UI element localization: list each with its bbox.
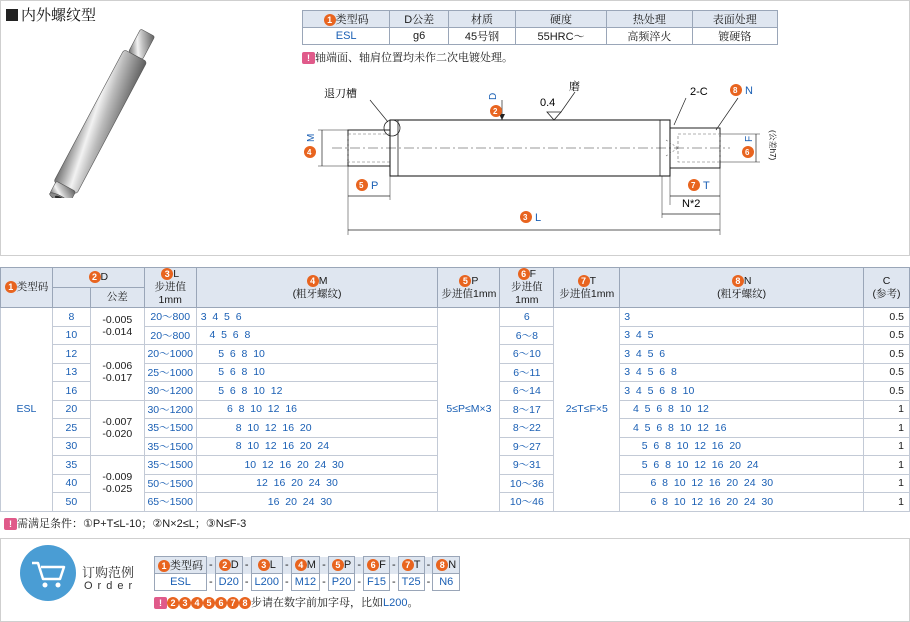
f-cell: 6～11 (500, 363, 554, 382)
order-table (154, 556, 460, 591)
badge-1: 1 (324, 14, 336, 26)
table-row (1, 308, 910, 327)
top-note: ! 轴端面、轴肩位置均未作二次电镀处理。 (302, 49, 513, 65)
separator: - (320, 557, 329, 574)
order-value-M: M12 (291, 574, 319, 591)
condition-note: ! 需满足条件：①P+T≤L-10；②N×2≤L；③N≤F-3 (4, 515, 246, 531)
l-cell: 20～1000 (144, 345, 196, 364)
svg-text:2: 2 (493, 107, 498, 116)
m-cell: 5 6 8 10 (196, 345, 438, 364)
separator: - (207, 574, 216, 591)
f-cell: 6～8 (500, 326, 554, 345)
t-range-cell: 2≤T≤F×5 (554, 308, 620, 512)
separator: - (283, 557, 292, 574)
m-cell: 8 10 12 16 20 (196, 419, 438, 438)
f-cell: 6～14 (500, 382, 554, 401)
l-cell: 35～1500 (144, 419, 196, 438)
c-cell: 0.5 (864, 345, 910, 364)
tolerance-cell: -0.009 -0.025 (90, 456, 144, 512)
svg-text:L: L (535, 212, 542, 224)
badge-3: 3 (179, 597, 191, 609)
d-cell: 30 (52, 437, 90, 456)
order-value-类型码: ESL (155, 574, 207, 591)
d-cell: 40 (52, 474, 90, 493)
separator: - (242, 557, 251, 574)
separator: - (242, 574, 251, 591)
warning-icon: ! (154, 597, 167, 609)
l-cell: 30～1200 (144, 382, 196, 401)
f-cell: 10～36 (500, 474, 554, 493)
d-cell: 13 (52, 363, 90, 382)
d-cell: 12 (52, 345, 90, 364)
tolerance-cell: -0.005 -0.014 (90, 308, 144, 345)
n-cell: 3 4 5 6 8 10 (620, 382, 864, 401)
order-header-类型码: 1 类型码 (155, 557, 207, 574)
technical-drawing (290, 70, 780, 245)
header-d: 2 D (52, 268, 144, 288)
c-cell: 0.5 (864, 308, 910, 327)
m-cell: 10 12 16 20 24 30 (196, 456, 438, 475)
f-cell: 8～22 (500, 419, 554, 438)
m-cell: 5 6 8 10 12 (196, 382, 438, 401)
c-cell: 1 (864, 474, 910, 493)
m-cell: 3 4 5 6 (196, 308, 438, 327)
l-cell: 35～1500 (144, 456, 196, 475)
spec-value-heat: 高频淬火 (607, 28, 692, 45)
separator: - (320, 574, 329, 591)
svg-text:3: 3 (523, 213, 528, 222)
type-code-cell: ESL (1, 308, 53, 512)
order-header-T: 7 T (398, 557, 424, 574)
svg-text:M: M (306, 133, 317, 142)
order-header-P: 5 P (328, 557, 355, 574)
badge-sequence (167, 597, 251, 609)
d-cell: 35 (52, 456, 90, 475)
badge-5: 5 (203, 597, 215, 609)
shopping-cart-icon (20, 545, 76, 601)
svg-text:6: 6 (745, 148, 750, 157)
separator: - (355, 574, 364, 591)
spec-header-surface: 表面处理 (692, 11, 777, 28)
d-cell: 50 (52, 493, 90, 512)
l-cell: 25～1000 (144, 363, 196, 382)
order-value-D: D20 (215, 574, 242, 591)
separator: - (283, 574, 292, 591)
spec-value-type: ESL (303, 28, 390, 45)
c-cell: 0.5 (864, 326, 910, 345)
order-header-D: 2 D (215, 557, 242, 574)
n-cell: 4 5 6 8 10 12 16 (620, 419, 864, 438)
grind-label: 磨 (569, 81, 580, 93)
dimension-table (0, 267, 910, 512)
order-value-P: P20 (328, 574, 355, 591)
n-cell: 5 6 8 10 12 16 20 (620, 437, 864, 456)
spec-table (302, 10, 778, 45)
l-cell: 35～1500 (144, 437, 196, 456)
svg-text:F: F (744, 135, 755, 142)
spec-header-type: 1 类型码 (303, 11, 390, 28)
order-value-L: L200 (251, 574, 282, 591)
separator: - (389, 574, 398, 591)
spec-header-material: 材质 (449, 11, 516, 28)
header-tolerance: 公差 (90, 288, 144, 308)
m-cell: 16 20 24 30 (196, 493, 438, 512)
spec-header-d-tol: D公差 (390, 11, 449, 28)
svg-text:5: 5 (359, 181, 364, 190)
n-cell: 3 4 5 6 (620, 345, 864, 364)
separator: - (424, 557, 433, 574)
c-cell: 0.5 (864, 382, 910, 401)
tolerance-cell: -0.006 -0.017 (90, 345, 144, 401)
order-header-F: 6 F (364, 557, 390, 574)
roughness-value: 0.4 (540, 97, 556, 109)
c-cell: 1 (864, 400, 910, 419)
n-cell: 3 4 5 6 8 (620, 363, 864, 382)
spec-header-heat: 热处理 (607, 11, 692, 28)
separator: - (424, 574, 433, 591)
separator: - (355, 557, 364, 574)
n-times-2-label: N*2 (682, 198, 701, 210)
svg-text:D: D (488, 92, 499, 100)
d-cell: 25 (52, 419, 90, 438)
n-cell: 6 8 10 12 16 20 24 30 (620, 474, 864, 493)
n-cell: 3 4 5 (620, 326, 864, 345)
tolerance-h7: (公差h7) (768, 130, 777, 161)
d-cell: 8 (52, 308, 90, 327)
header-n: 8 N (粗牙螺纹) (620, 268, 864, 308)
title-square-icon (6, 9, 18, 21)
warning-icon: ! (4, 518, 17, 530)
order-header-M: 4 M (291, 557, 319, 574)
f-cell: 6～10 (500, 345, 554, 364)
spec-value-surface: 镀硬铬 (692, 28, 777, 45)
n-cell: 4 5 6 8 10 12 (620, 400, 864, 419)
f-cell: 9～31 (500, 456, 554, 475)
l-cell: 20～800 (144, 308, 196, 327)
n-cell: 5 6 8 10 12 16 20 24 (620, 456, 864, 475)
groove-label: 退刀槽 (324, 88, 357, 100)
c-cell: 0.5 (864, 363, 910, 382)
page-title: 内外螺纹型 (6, 4, 96, 25)
order-value-F: F15 (364, 574, 390, 591)
badge-6: 6 (215, 597, 227, 609)
spec-value-d-tol: g6 (390, 28, 449, 45)
c-cell: 1 (864, 419, 910, 438)
svg-text:7: 7 (691, 181, 696, 190)
f-cell: 9～27 (500, 437, 554, 456)
order-value-T: T25 (398, 574, 424, 591)
m-cell: 4 5 6 8 (196, 326, 438, 345)
header-f: 6 F 步进值1mm (500, 268, 554, 308)
order-title: 订购范例 (82, 565, 135, 580)
l-cell: 50～1500 (144, 474, 196, 493)
header-l: 3 L 步进值1mm (144, 268, 196, 308)
svg-text:T: T (703, 180, 710, 192)
badge-4: 4 (191, 597, 203, 609)
roughness-icon (547, 112, 561, 120)
order-value-N: N6 (433, 574, 460, 591)
n-cell: 3 (620, 308, 864, 327)
m-cell: 8 10 12 16 20 24 (196, 437, 438, 456)
warning-icon: ! (302, 52, 315, 64)
header-type-code: 1 类型码 (1, 268, 53, 308)
tolerance-cell: -0.007 -0.020 (90, 400, 144, 456)
d-cell: 16 (52, 382, 90, 401)
c-cell: 1 (864, 456, 910, 475)
spec-value-hardness: 55HRC～ (515, 28, 606, 45)
chamfer-label: 2-C (690, 86, 708, 98)
m-cell: 5 6 8 10 (196, 363, 438, 382)
separator: - (389, 557, 398, 574)
shaft-product-image (10, 28, 200, 198)
badge-8: 8 (239, 597, 251, 609)
f-cell: 10～46 (500, 493, 554, 512)
d-cell: 10 (52, 326, 90, 345)
l-cell: 65～1500 (144, 493, 196, 512)
svg-text:8: 8 (733, 86, 738, 95)
order-header-L: 3 L (251, 557, 282, 574)
c-cell: 1 (864, 493, 910, 512)
d-cell: 20 (52, 400, 90, 419)
order-header-N: 8 N (433, 557, 460, 574)
svg-text:4: 4 (307, 148, 312, 157)
svg-text:P: P (371, 180, 379, 192)
f-cell: 8～17 (500, 400, 554, 419)
badge-7: 7 (227, 597, 239, 609)
n-cell: 6 8 10 12 16 20 24 30 (620, 493, 864, 512)
header-t: 7 T 步进值1mm (554, 268, 620, 308)
c-cell: 1 (864, 437, 910, 456)
svg-text:N: N (745, 85, 753, 97)
spec-header-hardness: 硬度 (515, 11, 606, 28)
header-p: 5 P 步进值1mm (438, 268, 500, 308)
p-range-cell: 5≤P≤M×3 (438, 308, 500, 512)
f-cell: 6 (500, 308, 554, 327)
m-cell: 12 16 20 24 30 (196, 474, 438, 493)
separator: - (207, 557, 216, 574)
header-d-blank (52, 288, 90, 308)
m-cell: 6 8 10 12 16 (196, 400, 438, 419)
l-cell: 30～1200 (144, 400, 196, 419)
header-m: 4 M (粗牙螺纹) (196, 268, 438, 308)
spec-value-material: 45号钢 (449, 28, 516, 45)
badge-2: 2 (167, 597, 179, 609)
l-cell: 20～800 (144, 326, 196, 345)
header-c: C (参考) (864, 268, 910, 308)
order-subtitle: Order (84, 580, 138, 592)
order-note: ! 2 3 4 5 6 7 8 步请在数字前加字母，比如L200。 (154, 594, 418, 610)
